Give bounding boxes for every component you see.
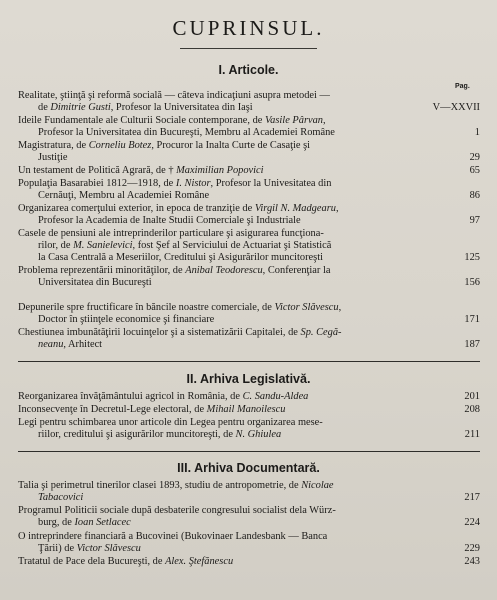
entry-title-text: Profesor la Academia de Inalte Studii Comerciale şi Industriale bbox=[38, 214, 301, 226]
entry-page-number: 217 bbox=[464, 491, 480, 503]
entry-affiliation: , Profesor la Univesitatea din bbox=[210, 178, 332, 189]
entry-page-number: V—XXVII bbox=[432, 101, 480, 113]
entry-text bbox=[18, 302, 341, 314]
entry-text bbox=[38, 429, 281, 441]
entry-page-number: 211 bbox=[464, 428, 480, 440]
toc-entry-line bbox=[18, 127, 480, 139]
entry-author: neanu bbox=[38, 338, 64, 350]
entry-text bbox=[18, 228, 324, 240]
entry-text bbox=[18, 140, 310, 152]
section-divider bbox=[18, 361, 480, 362]
toc-entry-line bbox=[18, 140, 480, 152]
entry-text bbox=[38, 215, 301, 227]
toc-entry[interactable] bbox=[18, 480, 480, 504]
entry-page-number: 187 bbox=[464, 338, 480, 350]
entry-title-text: Profesor la Universitatea din Bucureşti, Membru al Academiei Române bbox=[38, 126, 335, 138]
entry-text bbox=[18, 265, 330, 277]
entry-text bbox=[18, 115, 326, 127]
entry-text bbox=[38, 339, 102, 351]
toc-entry-line bbox=[18, 543, 480, 555]
entry-author: Vasile Pârvan bbox=[264, 115, 323, 126]
entry-author: M. Sanielevici bbox=[73, 239, 133, 251]
toc-entry-line bbox=[18, 203, 480, 215]
toc-entry[interactable] bbox=[18, 140, 480, 164]
entry-author: Mihail Manoilescu bbox=[206, 404, 286, 415]
entry-page-number: 156 bbox=[464, 276, 480, 288]
toc-entry-line bbox=[18, 417, 480, 429]
entry-title-text: Realitate, ştiinţă şi reformă socială — câteva indicaţiuni asupra metodei — bbox=[18, 90, 330, 101]
entry-title-text: Inconsecvenţe în Decretul-Lege electoral, de bbox=[18, 404, 207, 415]
entry-title-text: Tratatul de Pace dela Bucureşti, de bbox=[18, 556, 166, 567]
title-underline bbox=[180, 48, 317, 49]
toc-entry-line bbox=[18, 517, 480, 529]
toc-entry-line bbox=[18, 115, 480, 127]
entry-text bbox=[18, 178, 331, 190]
entry-affiliation: , bbox=[335, 203, 339, 214]
toc-entry-line bbox=[18, 556, 480, 568]
entry-text bbox=[18, 165, 264, 177]
entry-text bbox=[38, 240, 331, 252]
entry-author: Virgil N. Madgearu bbox=[254, 203, 336, 214]
entry-title-text: Talia şi perimetrul tinerilor clasei 1893, studiu de antropometrie, de bbox=[18, 480, 302, 491]
entry-text bbox=[18, 417, 323, 429]
entry-affiliation: , Conferenţiar la bbox=[262, 265, 331, 276]
toc-entry-line bbox=[18, 339, 480, 351]
entry-author: Victor Slăvescu bbox=[76, 542, 141, 554]
toc-entry[interactable] bbox=[18, 115, 480, 139]
toc-entry-line bbox=[18, 240, 480, 252]
entry-author: Tabacovici bbox=[38, 491, 84, 503]
entry-title-text: Justiţie bbox=[38, 151, 68, 163]
toc-entry-line bbox=[18, 327, 480, 339]
entry-affiliation: , Profesor la Universitatea din Iaşi bbox=[110, 101, 253, 113]
entry-title-text: Depunerile spre fructificare în băncile noastre comerciale, de bbox=[18, 302, 275, 313]
entry-text bbox=[38, 152, 67, 164]
entry-text bbox=[38, 314, 214, 326]
toc-entry[interactable] bbox=[18, 531, 480, 555]
entry-page-number: 125 bbox=[464, 251, 480, 263]
entry-title-text: Reorganizarea învăţământului agricol in România, de bbox=[18, 391, 243, 402]
toc-entry-line bbox=[18, 228, 480, 240]
section-heading: I. Articole. bbox=[218, 63, 279, 77]
entry-page-number: 1 bbox=[474, 126, 480, 138]
toc-entry-line bbox=[18, 492, 480, 504]
entry-text bbox=[18, 327, 341, 339]
entry-title-text: de bbox=[38, 101, 51, 113]
toc-entry[interactable] bbox=[18, 404, 480, 416]
section-heading: II. Arhiva Legislativă. bbox=[186, 372, 311, 386]
entry-affiliation: , bbox=[323, 115, 326, 126]
entry-title-text: Magistratura, de bbox=[18, 140, 89, 151]
page-title: CUPRINSUL. bbox=[172, 16, 325, 40]
entry-text bbox=[38, 543, 141, 555]
entry-text bbox=[38, 252, 323, 264]
toc-entry[interactable] bbox=[18, 327, 480, 351]
entry-page-number: 224 bbox=[464, 516, 480, 528]
entry-title-text: Un testament de Politică Agrară, de † bbox=[18, 165, 177, 176]
entry-author: C. Sandu-Aldea bbox=[242, 391, 309, 402]
entry-author: Alex. Ştefănescu bbox=[165, 556, 234, 567]
entry-author: Corneliu Botez bbox=[88, 140, 152, 151]
toc-entry-line bbox=[18, 252, 480, 264]
entry-text bbox=[38, 127, 335, 139]
toc-entry-line bbox=[18, 152, 480, 164]
toc-entry-line bbox=[18, 531, 480, 543]
entry-author: I. Nistor bbox=[175, 178, 211, 189]
toc-entry[interactable] bbox=[18, 165, 480, 177]
entry-title-text: Universitatea din Bucureşti bbox=[38, 276, 152, 288]
toc-entry-line bbox=[18, 314, 480, 326]
toc-entry[interactable] bbox=[18, 302, 480, 326]
toc-entry-line bbox=[18, 178, 480, 190]
entry-title-text: Casele de pensiuni ale intreprinderilor particulare şi asigurarea funcţiona- bbox=[18, 228, 324, 239]
entry-title-text: Ideile Fundamentale ale Culturii Sociale contemporane, de bbox=[18, 115, 265, 126]
entry-author: Anibal Teodorescu bbox=[185, 265, 263, 276]
page-column-label: Pag. bbox=[455, 83, 470, 90]
entry-text bbox=[18, 391, 308, 403]
entry-affiliation: , Arhitect bbox=[63, 338, 103, 350]
entry-title-text: Chestiunea imbunătăţirii locuinţelor şi a sistematizării Capitalei, de bbox=[18, 327, 301, 338]
toc-entry-line bbox=[18, 302, 480, 314]
section-divider bbox=[18, 451, 480, 452]
entry-title-text: Ţării) de bbox=[38, 542, 77, 554]
toc-entry-line bbox=[18, 391, 480, 403]
entry-title-text: Problema reprezentării minorităţilor, de bbox=[18, 265, 186, 276]
toc-entry-line bbox=[18, 90, 480, 102]
toc-entry[interactable] bbox=[18, 265, 480, 289]
entry-text bbox=[18, 531, 327, 543]
entry-text bbox=[18, 90, 330, 102]
entry-text bbox=[18, 480, 334, 492]
entry-text bbox=[38, 277, 152, 289]
toc-entry-line bbox=[18, 215, 480, 227]
toc-entry-line bbox=[18, 265, 480, 277]
entry-title-text: Populaţia Basarabiei 1812—1918, de bbox=[18, 178, 176, 189]
toc-entry-line bbox=[18, 480, 480, 492]
entry-page-number: 243 bbox=[464, 556, 480, 567]
toc-entry[interactable] bbox=[18, 90, 480, 114]
entry-author: Victor Slăvescu bbox=[274, 302, 339, 313]
entry-title-text: Cernăuţi, Membru al Academiei Române bbox=[38, 189, 210, 201]
toc-entry-line bbox=[18, 404, 480, 416]
entry-title-text: burg, de bbox=[38, 516, 75, 528]
entry-page-number: 29 bbox=[469, 151, 480, 163]
entry-text bbox=[38, 190, 209, 202]
entry-title-text: la Casa Centrală a Meseriilor, Creditului şi Asigurărilor muncitoreşti bbox=[38, 251, 323, 263]
toc-entry[interactable] bbox=[18, 228, 480, 264]
entry-page-number: 97 bbox=[469, 214, 480, 226]
entry-text bbox=[38, 492, 83, 504]
entry-text bbox=[18, 505, 336, 517]
entry-title-text: Legi pentru schimbarea unor articole din Legea pentru organizarea mese- bbox=[18, 417, 323, 428]
toc-entry[interactable] bbox=[18, 178, 480, 202]
entry-affiliation: , bbox=[338, 302, 342, 313]
entry-text bbox=[38, 517, 131, 529]
entry-title-text: riilor, creditului şi asigurărilor muncitoreşti, de bbox=[38, 428, 236, 440]
entry-title-text: O intreprindere financiară a Bucovinei (Bukovinaer Landesbank — Banca bbox=[18, 531, 328, 542]
entry-text bbox=[18, 556, 233, 568]
toc-entry[interactable] bbox=[18, 417, 480, 441]
toc-entry-line bbox=[18, 277, 480, 289]
entry-author: Ioan Setlacec bbox=[74, 516, 131, 528]
section-heading: III. Arhiva Documentară. bbox=[177, 461, 320, 475]
toc-entry[interactable] bbox=[18, 391, 480, 403]
entry-text bbox=[18, 404, 285, 416]
entry-page-number: 208 bbox=[464, 404, 480, 415]
entry-title-text: Doctor în ştiinţele economice şi financiare bbox=[38, 313, 215, 325]
toc-entry-line bbox=[18, 165, 480, 177]
entry-author: Sp. Cegă- bbox=[300, 327, 342, 338]
entry-title-text: rilor, de bbox=[38, 239, 74, 251]
entry-author: N. Ghiulea bbox=[235, 428, 282, 440]
entry-page-number: 171 bbox=[464, 313, 480, 325]
entry-affiliation: , Procuror la Inalta Curte de Casaţie şi bbox=[151, 140, 311, 151]
toc-entry-line bbox=[18, 505, 480, 517]
entry-author: Dimitrie Gusti bbox=[50, 101, 111, 113]
toc-entry[interactable] bbox=[18, 505, 480, 529]
entry-author: Nicolae bbox=[301, 480, 334, 491]
entry-page-number: 65 bbox=[469, 165, 480, 176]
entry-page-number: 229 bbox=[464, 542, 480, 554]
entry-title-text: Organizarea comerţului exterior, in epoca de tranziţie de bbox=[18, 203, 255, 214]
toc-entry[interactable] bbox=[18, 556, 480, 568]
toc-entry-line bbox=[18, 190, 480, 202]
entry-author: Maximilian Popovici bbox=[176, 165, 264, 176]
toc-entry-line bbox=[18, 102, 480, 114]
entry-page-number: 86 bbox=[469, 189, 480, 201]
entry-text bbox=[38, 102, 253, 114]
entry-title-text: Programul Politicii sociale după desbaterile congresului socialist dela Würz- bbox=[18, 505, 336, 516]
entry-affiliation: , fost Şef al Serviciului de Actuariat şi Statistică bbox=[132, 239, 332, 251]
entry-text bbox=[18, 203, 339, 215]
entry-page-number: 201 bbox=[464, 391, 480, 402]
toc-entry-line bbox=[18, 429, 480, 441]
toc-entry[interactable] bbox=[18, 203, 480, 227]
